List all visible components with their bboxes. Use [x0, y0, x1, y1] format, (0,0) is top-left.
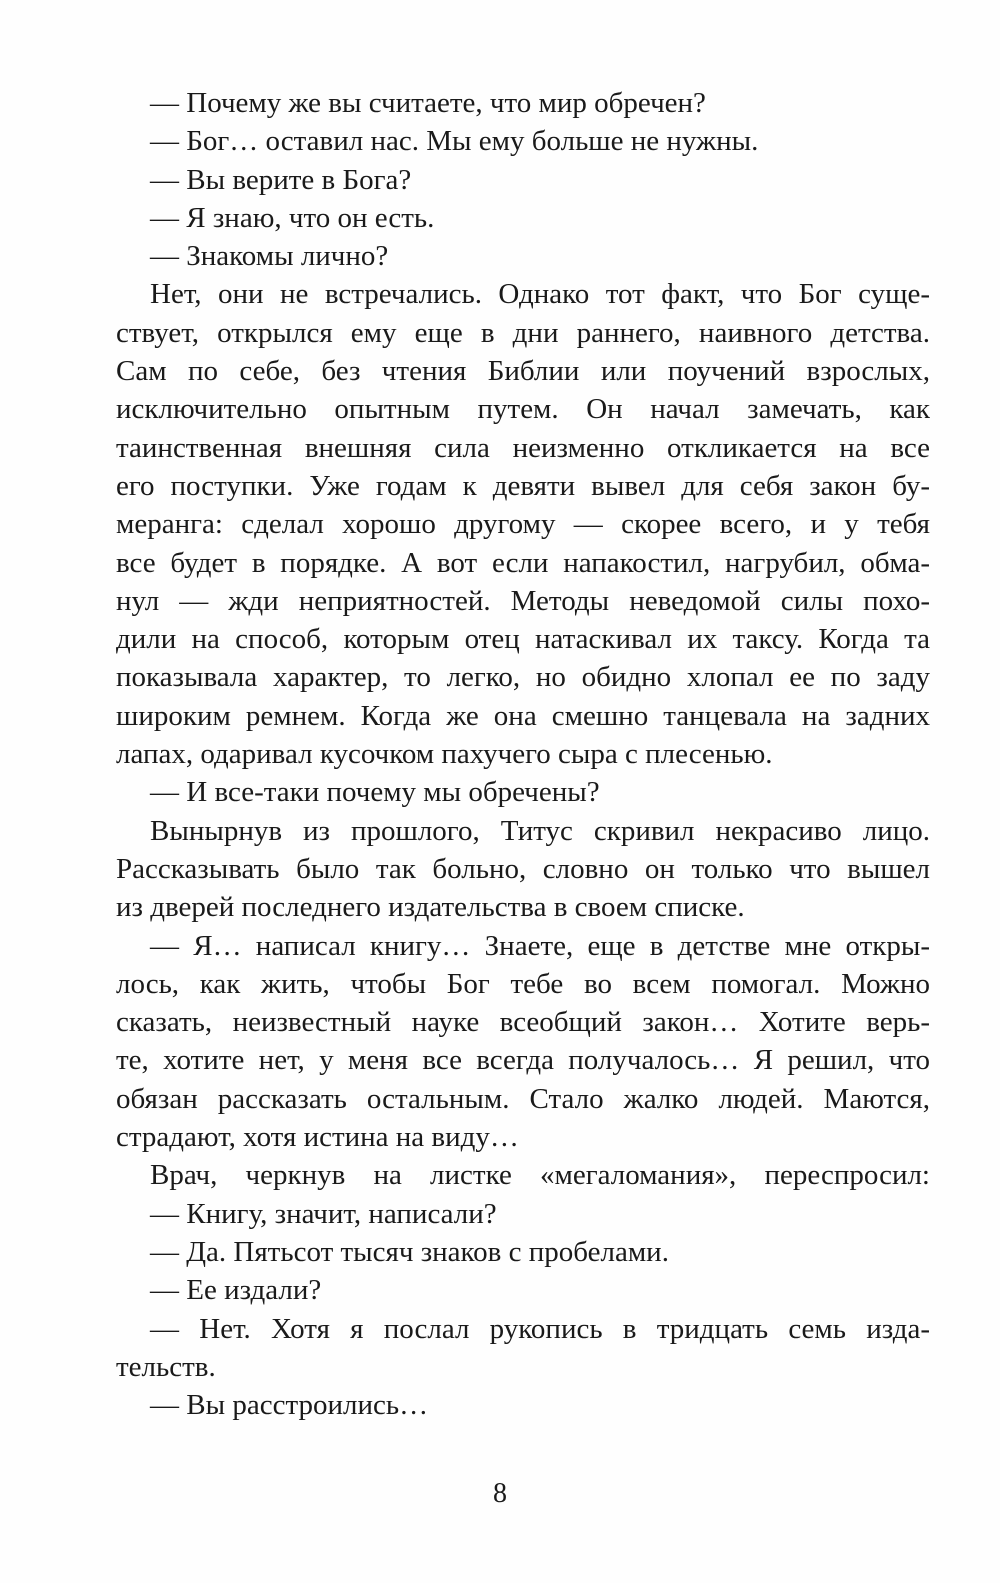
text-line: таинственная внешняя сила неизменно откликается на все [116, 431, 930, 464]
text-line: — Я… написал книгу… Знаете, еще в детстве мне откры- [150, 929, 930, 962]
text-line: нул — жди неприятностей. Методы неведомой силы похо- [116, 584, 930, 617]
text-line: — Знакомы лично? [150, 240, 389, 273]
text-line: Нет, они не встречались. Однако тот факт, что Бог суще- [150, 278, 930, 311]
text-line: исключительно опытным путем. Он начал замечать, как [116, 393, 930, 426]
text-line: — Бог… оставил нас. Мы ему больше не нужны. [150, 125, 759, 158]
text-line: тельств. [116, 1350, 216, 1383]
text-line: — Нет. Хотя я послал рукопись в тридцать семь изда- [150, 1312, 930, 1345]
text-line: — Вы расстроились… [150, 1389, 429, 1422]
text-line: — И все-таки почему мы обречены? [150, 776, 600, 809]
text-line: — Книгу, значит, написали? [150, 1197, 497, 1230]
text-line: — Почему же вы считаете, что мир обречен? [150, 87, 706, 119]
text-line: лапах, одаривал кусочком пахучего сыра с плесенью. [116, 738, 773, 771]
text-line: лось, как жить, чтобы Бог тебе во всем помогал. Можно [116, 967, 930, 1000]
text-line: все будет в порядке. А вот если напакостил, нагрубил, обма- [116, 546, 930, 579]
text-line: Рассказывать было так больно, словно он только что вышел [116, 852, 930, 885]
text-line: показывала характер, то легко, но обидно хлопал ее по заду [116, 661, 930, 694]
text-line: дили на способ, которым отец натаскивал их таксу. Когда та [116, 623, 930, 656]
text-line: Сам по себе, без чтения Библии или поучений взрослых, [116, 355, 930, 388]
text-line: страдают, хотя истина на виду… [116, 1121, 519, 1154]
text-line: меранга: сделал хорошо другому — скорее всего, и у тебя [116, 508, 930, 541]
text-line: ствует, открылся ему еще в дни раннего, наивного детства. [116, 316, 930, 349]
text-line: широким ремнем. Когда же она смешно танцевала на задних [116, 699, 930, 732]
text-line: сказать, неизвестный науке всеобщий закон… Хотите верь- [116, 1006, 930, 1039]
page-number: 8 [493, 1478, 507, 1509]
text-line: — Ее издали? [150, 1274, 322, 1307]
text-line: Вынырнув из прошлого, Титус скривил некрасиво лицо. [150, 814, 930, 847]
text-line: обязан рассказать остальным. Стало жалко людей. Маются, [116, 1082, 930, 1115]
text-line: — Вы верите в Бога? [150, 163, 412, 196]
text-line: его поступки. Уже годам к девяти вывел для себя закон бу- [116, 469, 930, 502]
page-body-text [116, 84, 930, 1424]
text-line: — Я знаю, что он есть. [150, 201, 435, 234]
text-line: — Да. Пятьсот тысяч знаков с пробелами. [150, 1235, 669, 1268]
text-line: те, хотите нет, у меня все всегда получалось… Я решил, что [116, 1044, 930, 1077]
text-line: Врач, черкнув на листке «мегаломания», переспросил: [150, 1159, 930, 1192]
text-line: из дверей последнего издательства в своем списке. [116, 891, 745, 924]
